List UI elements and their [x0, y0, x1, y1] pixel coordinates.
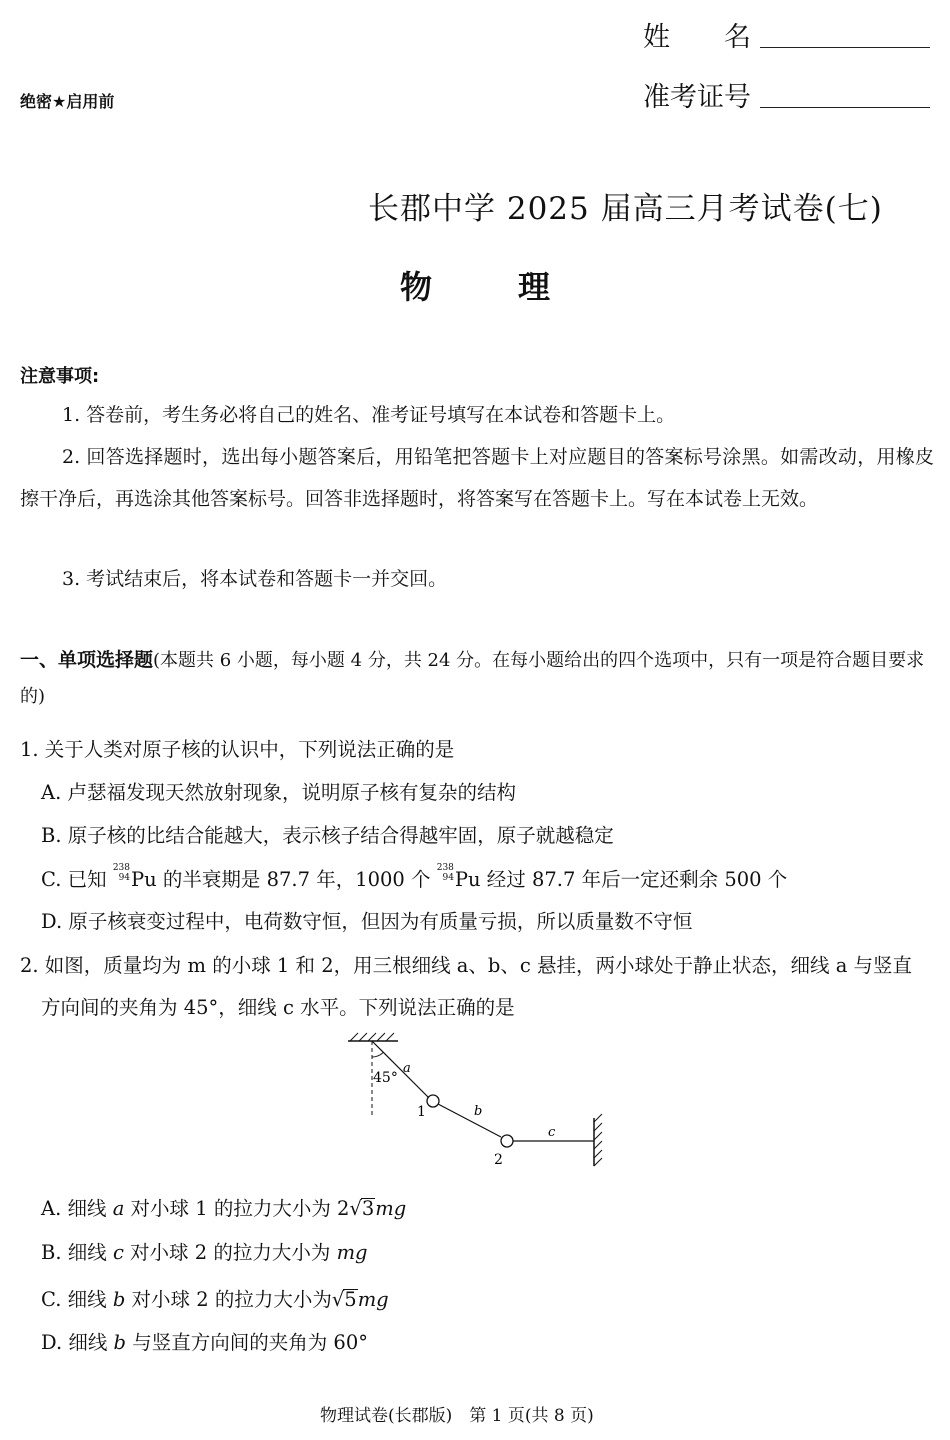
section-1-title: 一、单项选择题: [20, 649, 154, 671]
name-field[interactable]: [760, 47, 930, 48]
q1-c-prefix: C. 已知: [41, 868, 113, 891]
exam-title: 长郡中学 2025 届高三月考试卷(七): [368, 191, 883, 227]
q2-b-text: 对小球 2 的拉力大小为: [123, 1241, 337, 1264]
q1-c-text-2: Pu 经过 87.7 年后一定还剩余 500 个: [454, 868, 788, 891]
q1-c-text-1: Pu 的半衰期是 87.7 年，1000 个: [131, 868, 437, 891]
q2-option-d[interactable]: [41, 1327, 368, 1355]
q2-option-a[interactable]: [41, 1193, 406, 1221]
name-label: 姓 名: [643, 22, 751, 53]
ball-2-label: 2: [494, 1152, 503, 1168]
subject-title: 物理: [400, 268, 637, 306]
section-1-description: (本题共 6 小题，每小题 4 分，共 24 分。在每小题给出的四个选项中，只有一项是符合题目要求的): [20, 650, 925, 707]
ball-1-label: 1: [417, 1104, 426, 1120]
q2-stem-line-1: 2. 如图，质量均为 m 的小球 1 和 2，用三根细线 a、b、c 悬挂，两小球处于静止状态，细线 a 与竖直: [20, 954, 913, 977]
sqrt-sign: √: [349, 1197, 362, 1220]
notice-item-2: 2. 回答选择题时，选出每小题答案后，用铅笔把答题卡上对应题目的答案标号涂黑。如需改动，用橡皮擦干净后，再选涂其他答案标号。回答非选择题时，将答案写在答题卡上。写在本试卷上无效。: [20, 446, 934, 510]
unit-mg: mg: [336, 1241, 368, 1264]
var-c: c: [112, 1241, 124, 1264]
angle-label: 45°: [373, 1070, 398, 1086]
pu-isotope-1: [113, 863, 130, 883]
section-1-header: [20, 642, 934, 715]
page-footer: 物理试卷(长郡版) 第 1 页(共 8 页): [320, 1406, 594, 1426]
q2-d-text: 与竖直方向间的夹角为 60°: [126, 1331, 368, 1354]
string-a: [372, 1041, 428, 1097]
string-a-label: a: [403, 1061, 411, 1076]
unit-mg: mg: [357, 1288, 389, 1311]
q2-c-prefix: C. 细线: [41, 1288, 113, 1311]
notice-item-3: 3. 考试结束后，将本试卷和答题卡一并交回。: [62, 568, 448, 590]
string-c-label: c: [548, 1125, 556, 1140]
radicand: 3: [361, 1197, 375, 1220]
string-b-label: b: [474, 1104, 483, 1119]
exam-id-field[interactable]: [760, 107, 930, 108]
q2-option-b[interactable]: [41, 1237, 368, 1265]
q1-option-b[interactable]: B. 原子核的比结合能越大，表示核子结合得越牢固，原子就越稳定: [41, 824, 614, 847]
unit-mg: mg: [375, 1197, 407, 1220]
iso-atomic-number: 94: [442, 873, 454, 883]
exam-id-label: 准考证号: [643, 82, 751, 113]
pu-isotope-2: [437, 863, 454, 883]
q1-stem: 1. 关于人类对原子核的认识中，下列说法正确的是: [20, 738, 455, 761]
q2-pendulum-figure: [340, 1030, 620, 1175]
ceiling-hatch: [350, 1033, 394, 1041]
q2-a-text: 对小球 1 的拉力大小为 2: [124, 1197, 350, 1220]
ball-2: [501, 1135, 513, 1147]
q2-option-c[interactable]: [41, 1284, 389, 1312]
var-b: b: [113, 1331, 127, 1354]
radicand: 5: [344, 1288, 357, 1311]
ball-1: [427, 1095, 439, 1107]
notice-heading: 注意事项:: [20, 366, 100, 387]
notice-item-1: 1. 答卷前，考生务必将自己的姓名、准考证号填写在本试卷和答题卡上。: [62, 404, 676, 426]
q1-option-d[interactable]: D. 原子核衰变过程中，电荷数守恒，但因为有质量亏损，所以质量数不守恒: [41, 910, 693, 933]
angle-arc: [372, 1052, 383, 1057]
iso-mass-number: 238: [112, 863, 131, 873]
wall-hatch: [594, 1114, 602, 1166]
iso-mass-number: 238: [436, 863, 454, 873]
q1-option-c[interactable]: [41, 863, 787, 892]
q2-c-text: 对小球 2 的拉力大小为: [125, 1288, 332, 1311]
string-b: [438, 1104, 501, 1137]
secret-label: 绝密★启用前: [20, 92, 115, 111]
var-b: b: [112, 1288, 126, 1311]
iso-atomic-number: 94: [118, 873, 131, 883]
sqrt-sign: √: [331, 1288, 345, 1311]
q2-stem-line-2: 方向间的夹角为 45°，细线 c 水平。下列说法正确的是: [41, 996, 515, 1019]
q2-d-prefix: D. 细线: [41, 1331, 114, 1354]
q2-b-prefix: B. 细线: [41, 1241, 113, 1264]
var-a: a: [112, 1197, 125, 1220]
q2-a-prefix: A. 细线: [41, 1197, 113, 1220]
q1-option-a[interactable]: A. 卢瑟福发现天然放射现象，说明原子核有复杂的结构: [41, 781, 516, 804]
